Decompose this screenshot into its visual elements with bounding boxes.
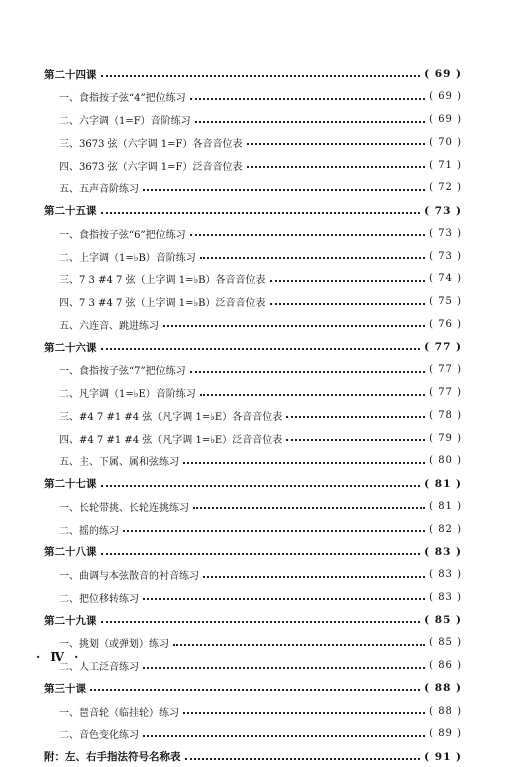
toc-page-number: ( 75 ) (429, 296, 462, 307)
dot-leader (101, 485, 421, 487)
dot-leader (183, 462, 425, 464)
toc-entry-title: 二、人工泛音练习 (59, 662, 139, 673)
toc-section-row (59, 633, 462, 653)
toc-chapter-row (44, 610, 462, 630)
toc-page-number: ( 85 ) (424, 614, 462, 626)
dot-leader (286, 439, 425, 441)
dot-leader (193, 507, 425, 509)
toc-section-row (59, 110, 462, 130)
toc-section-row (59, 87, 462, 107)
page-number: · Ⅳ · (36, 650, 82, 664)
toc-page-number: ( 76 ) (429, 318, 462, 330)
dot-leader (101, 621, 421, 623)
toc-page-number: ( 83 ) (429, 591, 462, 603)
toc-entry-title: 一、食指按子弦“4”把位练习 (59, 93, 186, 105)
dot-leader (123, 530, 425, 532)
toc-chapter-row (44, 747, 462, 767)
toc-page-number: ( 82 ) (429, 523, 462, 535)
dot-leader (143, 667, 425, 669)
dot-leader (101, 553, 421, 555)
toc-page-number: ( 86 ) (429, 660, 462, 671)
toc-chapter-row (44, 678, 462, 698)
toc-entry-title: 一、曲调与本弦散音的衬音练习 (59, 571, 199, 582)
dot-leader (190, 234, 426, 236)
toc-section-row (59, 587, 462, 607)
dot-leader (190, 98, 426, 100)
toc-entry-title: 五、五声音阶练习 (59, 184, 139, 196)
toc-chapter-row (44, 201, 462, 221)
toc-entry-title: 四、3673 弦（六字调 1=F）泛音音位表 (59, 161, 243, 173)
dot-leader (143, 735, 425, 737)
toc-entry-title: 第二十七课 (44, 478, 97, 490)
dot-leader (270, 280, 426, 282)
toc-section-row (59, 155, 462, 175)
dot-leader (101, 348, 421, 350)
toc-entry-title: 三、3673 弦（六字调 1=F）各音音位表 (59, 138, 243, 150)
toc-entry-title: 五、主、下属、属和弦练习 (59, 457, 179, 469)
toc-entry-title: 二、把位移转练习 (59, 593, 139, 605)
toc-entry-title: 二、摇的练习 (59, 525, 119, 537)
toc-page-number: ( 81 ) (424, 477, 462, 490)
dot-leader (190, 371, 426, 373)
dot-leader (101, 212, 421, 214)
dot-leader (185, 758, 421, 760)
toc-entry-title: 一、食指按子弦“7”把位练习 (59, 366, 186, 378)
toc-section-row (59, 405, 462, 425)
dot-leader (200, 257, 425, 259)
dot-leader (183, 712, 425, 714)
toc-entry-title: 第二十五课 (44, 205, 97, 217)
toc-page-number: ( 85 ) (429, 637, 462, 649)
toc-section-row (59, 565, 462, 585)
dot-leader (173, 644, 425, 646)
toc-entry-title: 三、#4 7 #1 #4 弦（凡字调 1=♭E）各音音位表 (59, 411, 283, 423)
toc-page-number: ( 79 ) (429, 432, 462, 444)
toc-chapter-row (44, 64, 462, 84)
toc-entry-title: 四、7 3 #4 7 弦（上字调 1=♭B）泛音音位表 (59, 298, 266, 309)
toc-page-number: ( 70 ) (429, 136, 462, 148)
toc-entry-title: 二、音色变化练习 (59, 730, 139, 742)
toc-section-row (59, 223, 462, 243)
toc-entry-title: 四、#4 7 #1 #4 弦（凡字调 1=♭E）泛音音位表 (59, 434, 283, 446)
toc-chapter-row (44, 474, 462, 494)
dot-leader (143, 189, 425, 191)
toc-page-number: ( 77 ) (424, 341, 462, 353)
toc-page-number: ( 72 ) (429, 182, 462, 194)
toc-page-number: ( 83 ) (429, 569, 462, 580)
toc-page-number: ( 78 ) (429, 409, 462, 421)
toc-page-number: ( 89 ) (429, 728, 462, 740)
toc-section-row (59, 428, 462, 448)
toc-entry-title: 第三十课 (44, 682, 86, 695)
dot-leader (247, 166, 426, 168)
toc-entry-title: 一、长轮带挑、长轮连挑练习 (59, 502, 189, 514)
toc-page-number: ( 73 ) (429, 227, 462, 239)
toc-entry-title: 一、挑划（或弹划）练习 (59, 639, 169, 651)
toc-page-number: ( 77 ) (429, 387, 462, 398)
toc-section-row (59, 451, 462, 471)
dot-leader (101, 75, 421, 77)
toc-section-row (59, 292, 462, 312)
toc-page-number: ( 73 ) (424, 204, 462, 217)
toc-entry-title: 第二十六课 (44, 341, 97, 354)
toc-section-row (59, 656, 462, 676)
toc-section-row (59, 360, 462, 380)
toc-page-number: ( 74 ) (429, 273, 462, 285)
toc-entry-title: 附：左、右手指法符号名称表 (44, 751, 181, 763)
toc-section-row (59, 383, 462, 403)
toc-section-row (59, 724, 462, 744)
toc-page-number: ( 69 ) (424, 68, 462, 80)
toc-page-number: ( 77 ) (429, 364, 462, 376)
toc-entry-title: 第二十九课 (44, 614, 97, 627)
toc-section-row (59, 519, 462, 539)
dot-leader (195, 121, 425, 123)
toc-entry-title: 一、食指按子弦“6”把位练习 (59, 229, 186, 241)
toc-entry-title: 二、凡字调（1=♭E）音阶练习 (59, 389, 196, 400)
toc-section-row (59, 496, 462, 516)
toc-page-number: ( 71 ) (429, 159, 462, 171)
toc-page-number: ( 80 ) (429, 455, 462, 467)
dot-leader (270, 303, 426, 305)
toc-chapter-row (44, 542, 462, 562)
toc-section-row (59, 701, 462, 721)
toc-entry-title: 第二十八课 (44, 546, 97, 559)
toc-entry-title: 一、琶音轮（临挂轮）练习 (59, 707, 179, 719)
dot-leader (163, 325, 425, 327)
dot-leader (286, 416, 425, 418)
toc-entry-title: 五、六连音、跳进练习 (59, 320, 159, 332)
toc-section-row (59, 246, 462, 266)
dot-leader (203, 576, 425, 578)
dot-leader (143, 598, 425, 600)
toc-section-row (59, 132, 462, 152)
toc-entry-title: 二、上字调（1=♭B）音阶练习 (59, 252, 196, 264)
toc-page-number: ( 83 ) (424, 545, 462, 558)
toc-entry-title: 二、六字调（1=F）音阶练习 (59, 116, 191, 127)
toc-page-number: ( 69 ) (429, 114, 462, 125)
toc-page-number: ( 73 ) (429, 250, 462, 262)
toc-chapter-row (44, 337, 462, 357)
toc-page-number: ( 69 ) (429, 91, 462, 103)
toc-page-number: ( 91 ) (424, 750, 462, 763)
dot-leader (200, 394, 425, 396)
dot-leader (247, 143, 426, 145)
toc-page-number: ( 81 ) (429, 500, 462, 512)
toc-entry-title: 三、7 3 #4 7 弦（上字调 1=♭B）各音音位表 (59, 275, 266, 287)
toc-page-number: ( 88 ) (429, 705, 462, 717)
toc-page-number: ( 88 ) (424, 682, 462, 695)
toc-section-row (59, 314, 462, 334)
toc-section-row (59, 269, 462, 289)
toc-section-row (59, 178, 462, 198)
toc-entry-title: 第二十四课 (44, 68, 97, 81)
